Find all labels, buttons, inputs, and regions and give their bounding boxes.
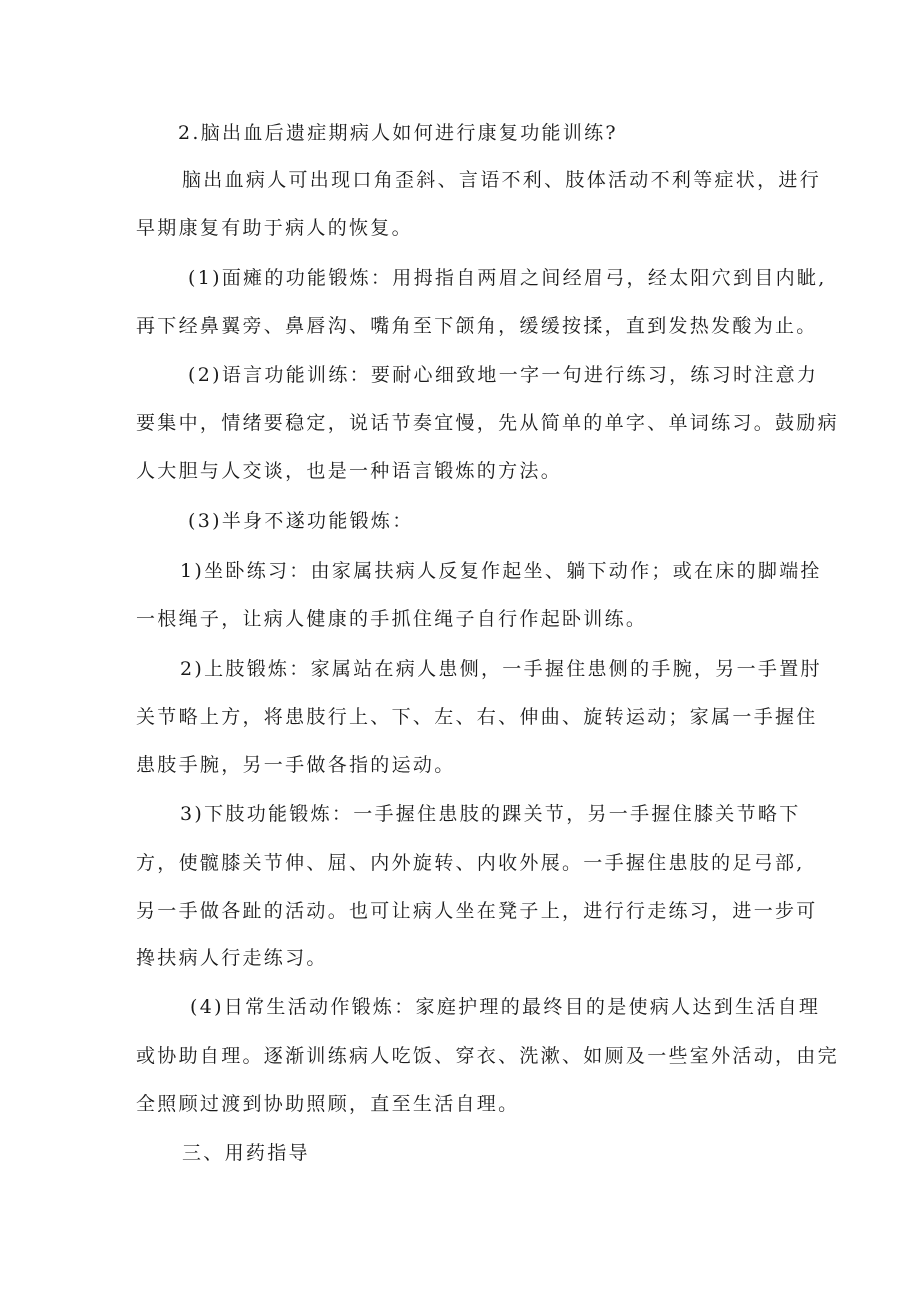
item3-sub3-line-3: 另一手做各趾的活动。也可让病人坐在凳子上，进行行走练习，进一步可 [136,900,818,922]
item3-sub1-line-2: 一根绳子，让病人健康的手抓住绳子自行作起卧训练。 [136,608,648,630]
item2-line-3: 人大胆与人交谈，也是一种语言锻炼的方法。 [136,460,563,482]
item4-line-1: (4)日常生活动作锻炼：家庭护理的最终目的是使病人达到生活自理 [190,996,821,1018]
item3-sub3-line-4: 搀扶病人行走练习。 [136,947,328,969]
item4-line-2: 或协助自理。逐渐训练病人吃饭、穿衣、洗漱、如厕及一些室外活动，由完 [136,1045,839,1067]
item4-line-3: 全照顾过渡到协助照顾，直至生活自理。 [136,1093,520,1115]
intro-line-2: 早期康复有助于病人的恢复。 [136,217,413,239]
intro-line-1: 脑出血病人可出现口角歪斜、言语不利、肢体活动不利等症状，进行 [182,169,822,191]
item3-sub1-line-1: 1)坐卧练习：由家属扶病人反复作起坐、躺下动作；或在床的脚端拴 [180,560,822,582]
item1-line-2: 再下经鼻翼旁、鼻唇沟、嘴角至下颌角，缓缓按揉，直到发热发酸为止。 [136,315,818,337]
item1-line-1: (1)面瘫的功能锻炼：用拇指自两眉之间经眉弓，经太阳穴到目内眦, [188,267,827,289]
item3-sub2-line-2: 关节略上方，将患肢行上、下、左、右、伸曲、旋转运动；家属一手握住 [136,706,818,728]
item3-sub3-line-1: 3)下肢功能锻炼：一手握住患肢的踝关节，另一手握住膝关节略下 [180,803,801,825]
item2-line-1: (2)语言功能训练：要耐心细致地一字一句进行练习，练习时注意力 [188,364,819,386]
item3-sub2-line-1: 2)上肢锻炼：家属站在病人患侧，一手握住患侧的手腕，另一手置肘 [180,658,822,680]
item3-sub3-line-2: 方，使髋膝关节伸、屈、内外旋转、内收外展。一手握住患肢的足弓部, [136,852,805,874]
item3-title: (3)半身不遂功能锻炼： [188,510,414,532]
item3-sub2-line-3: 患肢手腕，另一手做各指的运动。 [136,754,456,776]
heading-question-2: 2.脑出血后遗症期病人如何进行康复功能训练? [178,122,618,144]
item2-line-2: 要集中，情绪要稳定，说话节奏宜慢，先从简单的单字、单词练习。鼓励病 [136,412,839,434]
section-3-heading: 三、用药指导 [182,1142,310,1164]
